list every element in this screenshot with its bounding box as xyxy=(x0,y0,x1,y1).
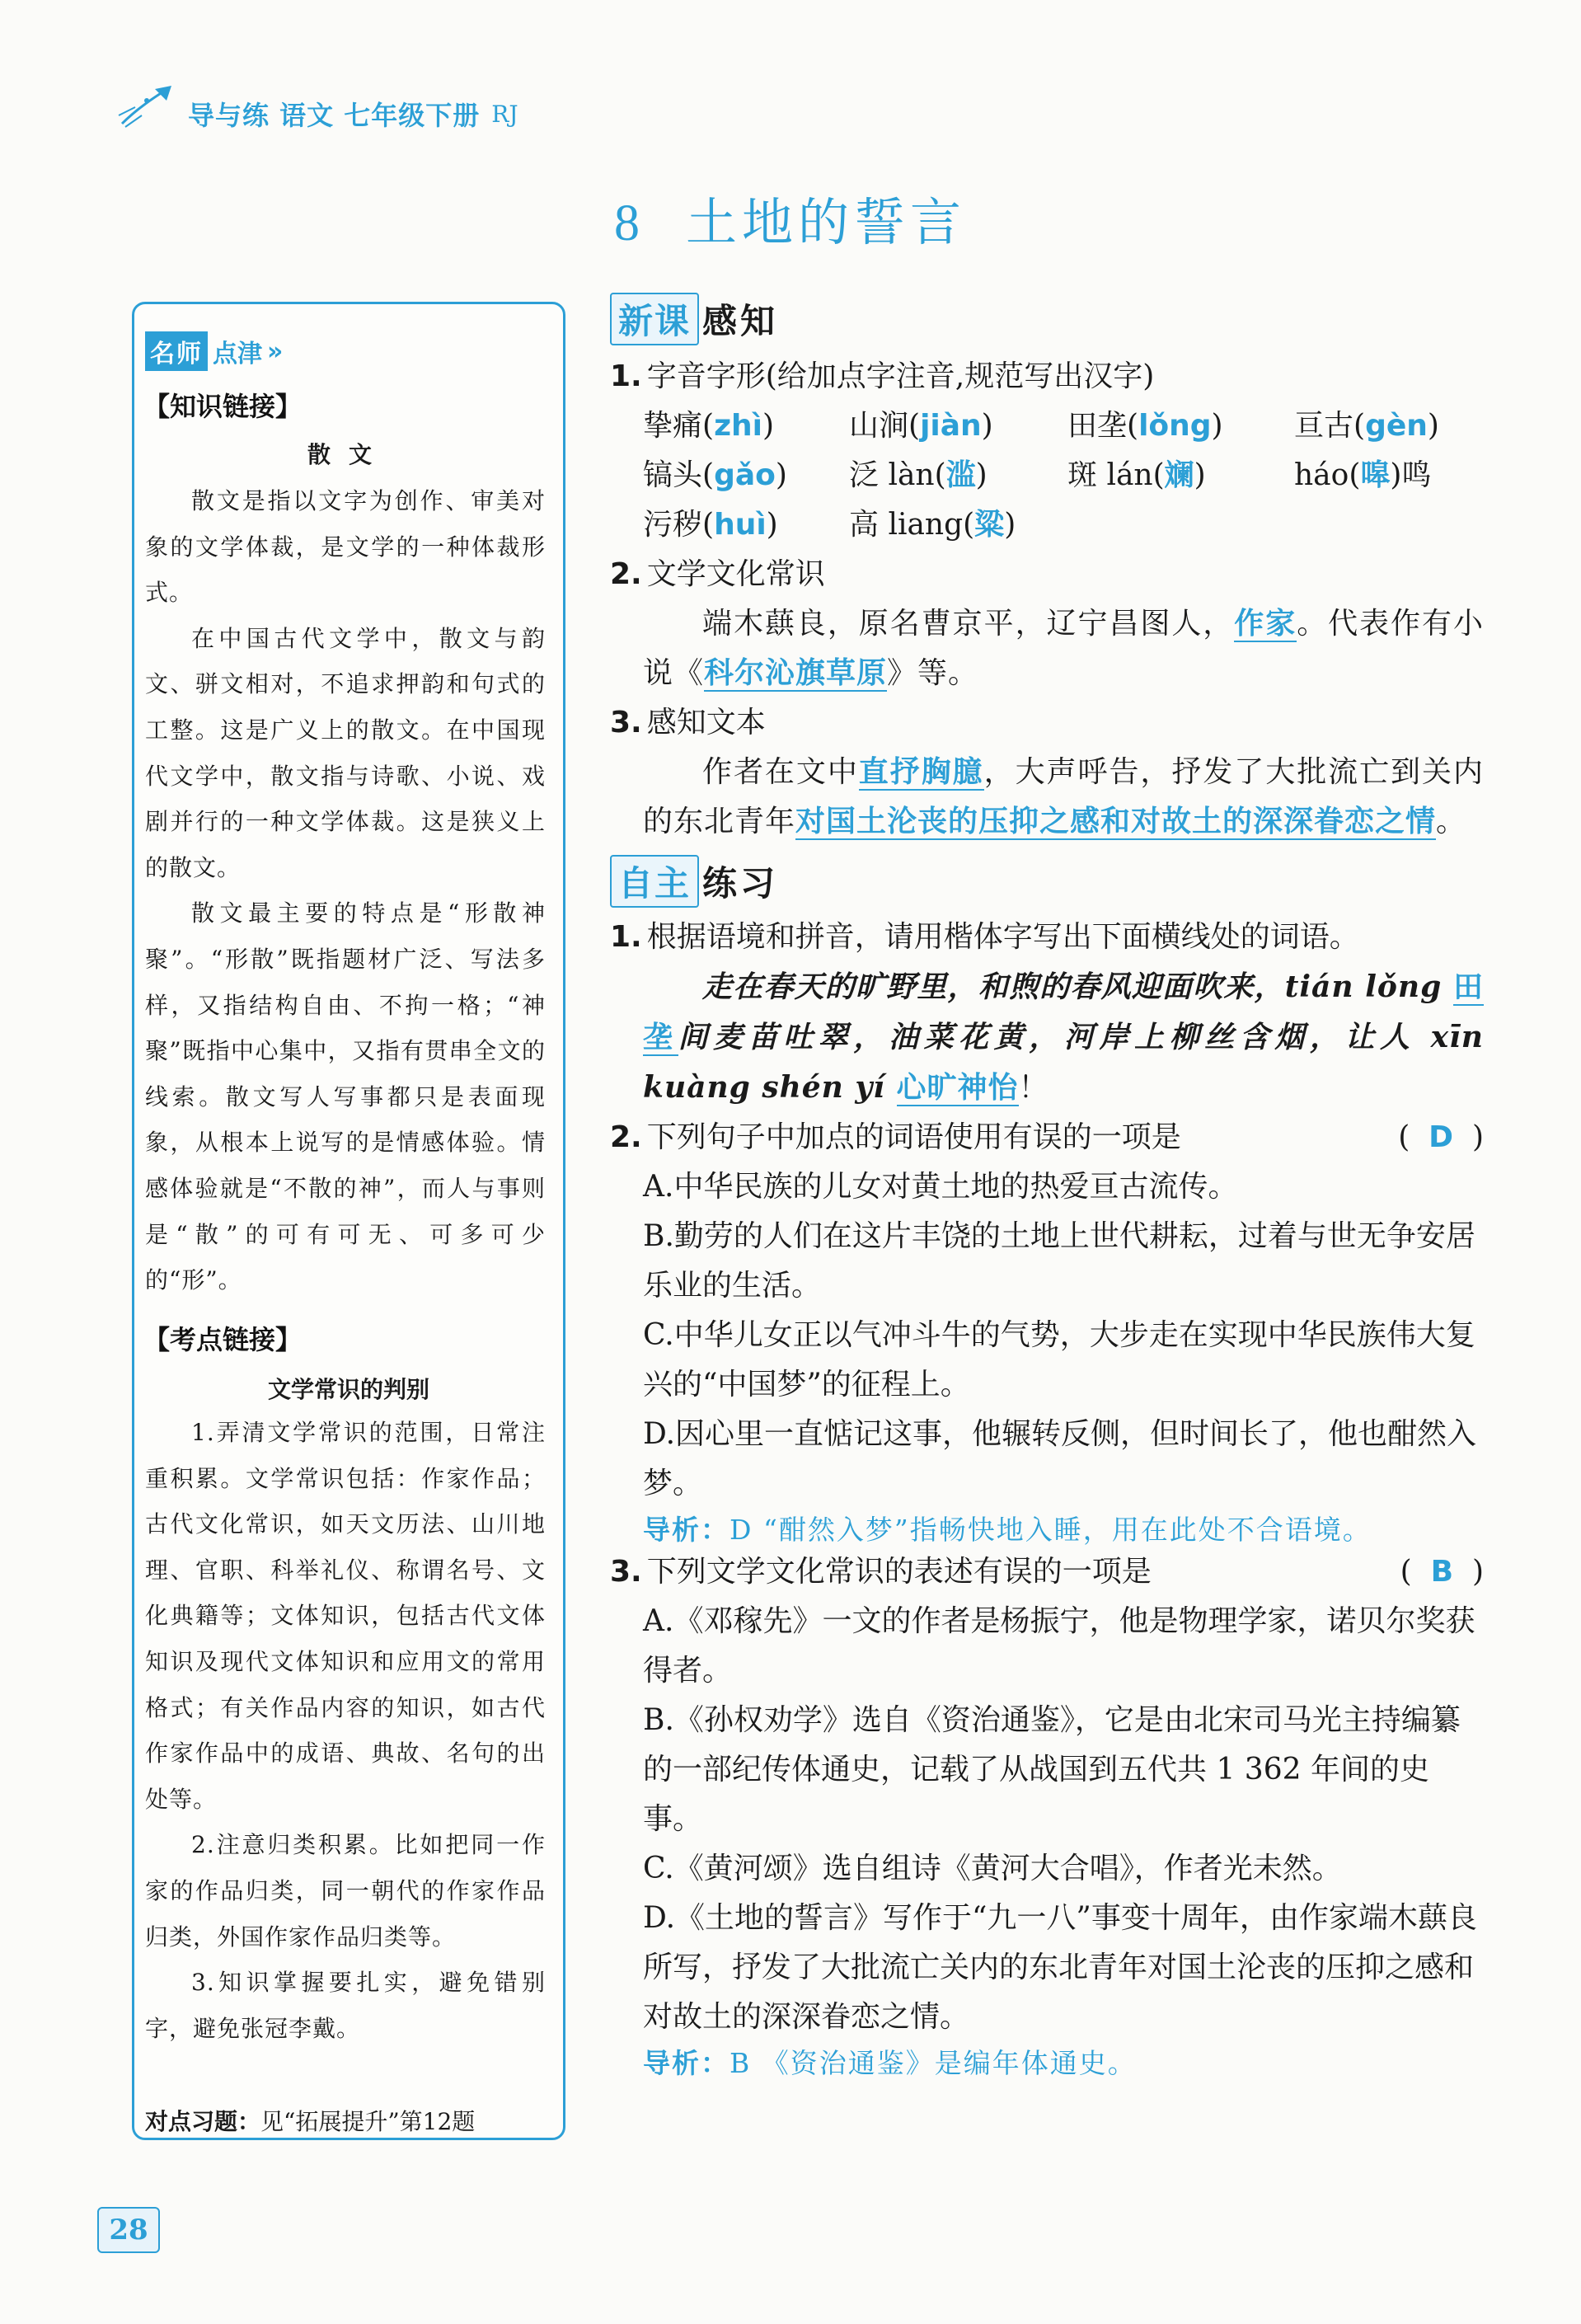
item-word: 挚痛 xyxy=(643,409,703,443)
body-text: 间麦苗吐翠，油菜花黄，河岸上柳丝含烟，让人 xīn kuàng shén yí xyxy=(643,1020,1484,1105)
pinyin-item xyxy=(1294,401,1492,451)
pinyin-item xyxy=(643,451,849,500)
section-tag: 自主 xyxy=(610,855,699,908)
rocket-logo-icon xyxy=(114,82,180,130)
question-text: 字音字形(给加点字注音,规范写出汉字) xyxy=(646,359,1155,393)
sidebar-paragraph: 散文最主要的特点是“形散神聚”。“形散”既指题材广泛、写法多样，又指结构自由、不拘一格；“神聚”既指中心集中，又指有贯串全文的线索。散文写人写事都只是表面现象，从根本上说写的是情感体验。情感体验就是“不散的神”，而人与事则是“散”的可有可无、可多可少的“形”。 xyxy=(145,899,546,1294)
running-header xyxy=(188,89,518,139)
analysis-label: 导析： xyxy=(643,2047,730,2079)
item-paren: ) xyxy=(1211,409,1223,443)
pinyin-item xyxy=(849,500,1067,550)
body-text: 走在春天的旷野里，和煦的春风迎面吹来，tián lǒng xyxy=(702,970,1453,1004)
edition-label: RJ xyxy=(491,100,518,128)
item-answer: 滥 xyxy=(945,458,976,492)
option-c: C.《黄河颂》选自组诗《黄河大合唱》，作者光未然。 xyxy=(643,1852,1342,1885)
item-word: 田垄 xyxy=(1067,409,1128,443)
pinyin-item xyxy=(1294,451,1492,500)
choice-answer: B xyxy=(1430,1555,1454,1589)
answer-bracket: ( D ) xyxy=(1398,1120,1484,1154)
item-paren: ( xyxy=(963,508,975,542)
question-2-body xyxy=(643,599,1484,698)
item-word: 高 liang xyxy=(849,508,964,542)
knowledge-link-body xyxy=(145,478,546,1303)
question-number: 3. xyxy=(610,1555,642,1589)
sidebar-paragraph: 1.弄清文学常识的范围，日常注重积累。文学常识包括：作家作品；古代文化常识，如天文历法、山川地理、官职、科举礼仪、称谓名号、文化典籍等；文体知识，包括古代文体知识及现代文体知识和应用文的常用格式；有关作品内容的知识，如古代作家作品中的成语、典故、名句的出处等。 xyxy=(145,1419,546,1813)
item-word: 斑 lán xyxy=(1067,458,1153,492)
literary-knowledge-subtitle: 文学常识的判别 xyxy=(267,1376,429,1403)
question-2 xyxy=(610,550,1484,599)
body-text: 。代表作有小说《 xyxy=(643,607,1484,690)
option-d: D.《土地的誓言》写作于“九一八”事变十周年，由作家端木蕻良所写，抒发了大批流亡关内的东北青年对国土沦丧的压抑之感和对故土的深深眷恋之情。 xyxy=(643,1901,1477,2034)
sidebar-heading xyxy=(145,331,283,371)
pinyin-item xyxy=(849,451,1067,500)
item-word: 镐头 xyxy=(643,458,703,492)
item-word: háo xyxy=(1294,458,1349,492)
question-1 xyxy=(610,352,1484,401)
section-new-lesson xyxy=(610,293,1484,345)
practice-3-analysis xyxy=(643,2042,1484,2081)
practice-2-analysis xyxy=(643,1509,1484,1547)
item-answer: jiàn xyxy=(920,409,982,443)
section-tag: 新课 xyxy=(610,293,699,345)
practice-1-body xyxy=(643,962,1484,1113)
item-answer: gǎo xyxy=(714,458,776,492)
answer-text: 田垄 xyxy=(643,970,1484,1054)
lesson-number: 8 xyxy=(614,195,645,251)
item-paren: ) xyxy=(1194,458,1206,492)
section-title: 练习 xyxy=(702,863,779,904)
item-word: 泛 làn xyxy=(849,458,935,492)
lesson-title xyxy=(614,181,966,255)
practice-reference xyxy=(145,2104,475,2137)
practice-2-options xyxy=(643,1162,1484,1509)
item-paren: ( xyxy=(702,409,715,443)
answer-text: 科尔沁旗草原 xyxy=(704,656,888,690)
answer-text: 作家 xyxy=(1234,607,1297,641)
pinyin-item xyxy=(849,401,1067,451)
item-paren: ( xyxy=(1353,409,1366,443)
sidebar-paragraph: 散文是指以文字为创作、审美对象的文学体裁，是文学的一种体裁形式。 xyxy=(145,487,546,607)
question-text: 下列句子中加点的词语使用有误的一项是 xyxy=(646,1120,1181,1154)
item-paren: )鸣 xyxy=(1390,458,1432,492)
item-paren: ( xyxy=(934,458,946,492)
pinyin-item xyxy=(643,500,849,550)
knowledge-link-heading: 【知识链接】 xyxy=(143,391,303,422)
item-answer: 粱 xyxy=(974,508,1005,542)
practice-3-options xyxy=(643,1597,1484,2042)
body-text: ！ xyxy=(1018,1071,1049,1105)
main-column xyxy=(610,293,1484,2081)
book-title: 导与练 语文 七年级下册 xyxy=(188,100,481,131)
practice-reference-text: 见“拓展提升”第12题 xyxy=(260,2108,476,2135)
question-number: 3. xyxy=(610,706,642,739)
practice-2 xyxy=(610,1113,1484,1162)
item-paren: ) xyxy=(766,508,778,542)
option-b: B.《孙权劝学》选自《资治通鉴》，它是由北宋司马光主持编纂的一部纪传体通史，记载了从战国到五代共 1 362 年间的史事。 xyxy=(643,1703,1461,1836)
sidebar-paragraph: 在中国古代文学中，散文与韵文、骈文相对，不追求押韵和句式的工整。这是广义上的散文。在中国现代文学中，散文指与诗歌、小说、戏剧并行的一种文学体裁。这是狭义上的散文。 xyxy=(145,624,546,881)
pinyin-item xyxy=(1067,401,1294,451)
item-answer: gèn xyxy=(1365,409,1428,443)
sidebar-badge-rest: 点津 xyxy=(213,340,262,369)
practice-reference-label: 对点习题： xyxy=(145,2108,261,2135)
answer-text: 直抒胸臆 xyxy=(858,755,984,789)
sidebar-badge: 名师 xyxy=(145,331,208,371)
pinyin-grid xyxy=(643,401,1484,550)
practice-3 xyxy=(610,1547,1484,1597)
option-d: D.因心里一直惦记这事，他辗转反侧，但时间长了，他也酣然入梦。 xyxy=(643,1417,1477,1500)
item-answer: 斓 xyxy=(1164,458,1194,492)
item-paren: ) xyxy=(1427,409,1439,443)
choice-answer: D xyxy=(1429,1120,1454,1154)
question-text: 下列文学文化常识的表述有误的一项是 xyxy=(646,1555,1152,1589)
body-text: ，大声呼告，抒发了大批流亡到关内的东北青年 xyxy=(643,755,1484,838)
page-number: 28 xyxy=(97,2207,160,2253)
item-word: 山涧 xyxy=(849,409,909,443)
item-paren: ( xyxy=(702,458,715,492)
item-paren: ) xyxy=(762,409,775,443)
item-answer: zhì xyxy=(714,409,762,443)
answer-text: 心旷神怡 xyxy=(896,1071,1019,1105)
question-text: 感知文本 xyxy=(646,706,766,739)
item-answer: huì xyxy=(714,508,767,542)
sidebar-paragraph: 2.注意归类积累。比如把同一作家的作品归类，同一朝代的作家作品归类，外国作家作品归类等。 xyxy=(145,1831,546,1951)
item-paren: ( xyxy=(702,508,715,542)
question-number: 2. xyxy=(610,557,642,591)
item-paren: ) xyxy=(981,409,993,443)
practice-1 xyxy=(610,913,1484,962)
item-paren: ( xyxy=(1127,409,1139,443)
body-text: 》等。 xyxy=(887,656,979,690)
item-paren: ) xyxy=(775,458,787,492)
item-word: 污秽 xyxy=(643,508,703,542)
exam-link-heading: 【考点链接】 xyxy=(143,1324,303,1355)
pinyin-item xyxy=(643,401,849,451)
answer-bracket: ( B ) xyxy=(1400,1555,1484,1589)
item-paren: ) xyxy=(975,458,988,492)
lesson-title-text: 土地的誓言 xyxy=(686,192,967,252)
question-text: 文学文化常识 xyxy=(646,557,825,591)
double-chevron-icon: » xyxy=(267,336,284,366)
item-answer: 嗥 xyxy=(1360,458,1391,492)
item-paren: ( xyxy=(1152,458,1165,492)
question-number: 1. xyxy=(610,359,642,393)
item-paren: ) xyxy=(1004,508,1016,542)
answer-text: 对国土沦丧的压抑之感和对故土的深深眷恋之情 xyxy=(795,805,1437,838)
question-text: 根据语境和拼音，请用楷体字写出下面横线处的词语。 xyxy=(646,920,1359,954)
exam-link-body xyxy=(145,1410,546,2051)
item-answer: lǒng xyxy=(1138,409,1212,443)
section-self-practice xyxy=(610,855,1484,908)
section-title: 感知 xyxy=(702,301,779,341)
question-3-body xyxy=(643,748,1484,847)
option-c: C.中华儿女正以气冲斗牛的气势，大步走在实现中华民族伟大复兴的“中国梦”的征程上。 xyxy=(643,1318,1475,1401)
question-number: 1. xyxy=(610,920,642,954)
body-text: 。 xyxy=(1436,805,1467,838)
item-paren: ( xyxy=(1349,458,1361,492)
question-3 xyxy=(610,698,1484,748)
option-b: B.勤劳的人们在这片丰饶的土地上世代耕耘，过着与世无争安居乐业的生活。 xyxy=(643,1219,1475,1303)
body-text: 端木蕻良，原名曹京平，辽宁昌图人， xyxy=(702,607,1235,641)
body-text: 作者在文中 xyxy=(702,755,859,789)
analysis-text: B 《资治通鉴》是编年体通史。 xyxy=(730,2047,1137,2079)
analysis-text: D “酣然入梦”指畅快地入睡，用在此处不合语境。 xyxy=(730,1514,1372,1546)
option-a: A.中华民族的儿女对黄土地的热爱亘古流传。 xyxy=(643,1170,1238,1204)
pinyin-item xyxy=(1067,451,1294,500)
question-number: 2. xyxy=(610,1120,642,1154)
item-paren: ( xyxy=(908,409,921,443)
sidebar-paragraph: 3.知识掌握要扎实，避免错别字，避免张冠李戴。 xyxy=(145,1969,546,2042)
prose-subtitle: 散文 xyxy=(307,441,390,468)
item-word: 亘古 xyxy=(1294,409,1354,443)
analysis-label: 导析： xyxy=(643,1514,730,1546)
option-a: A.《邓稼先》一文的作者是杨振宁，他是物理学家，诺贝尔奖获得者。 xyxy=(643,1604,1475,1688)
